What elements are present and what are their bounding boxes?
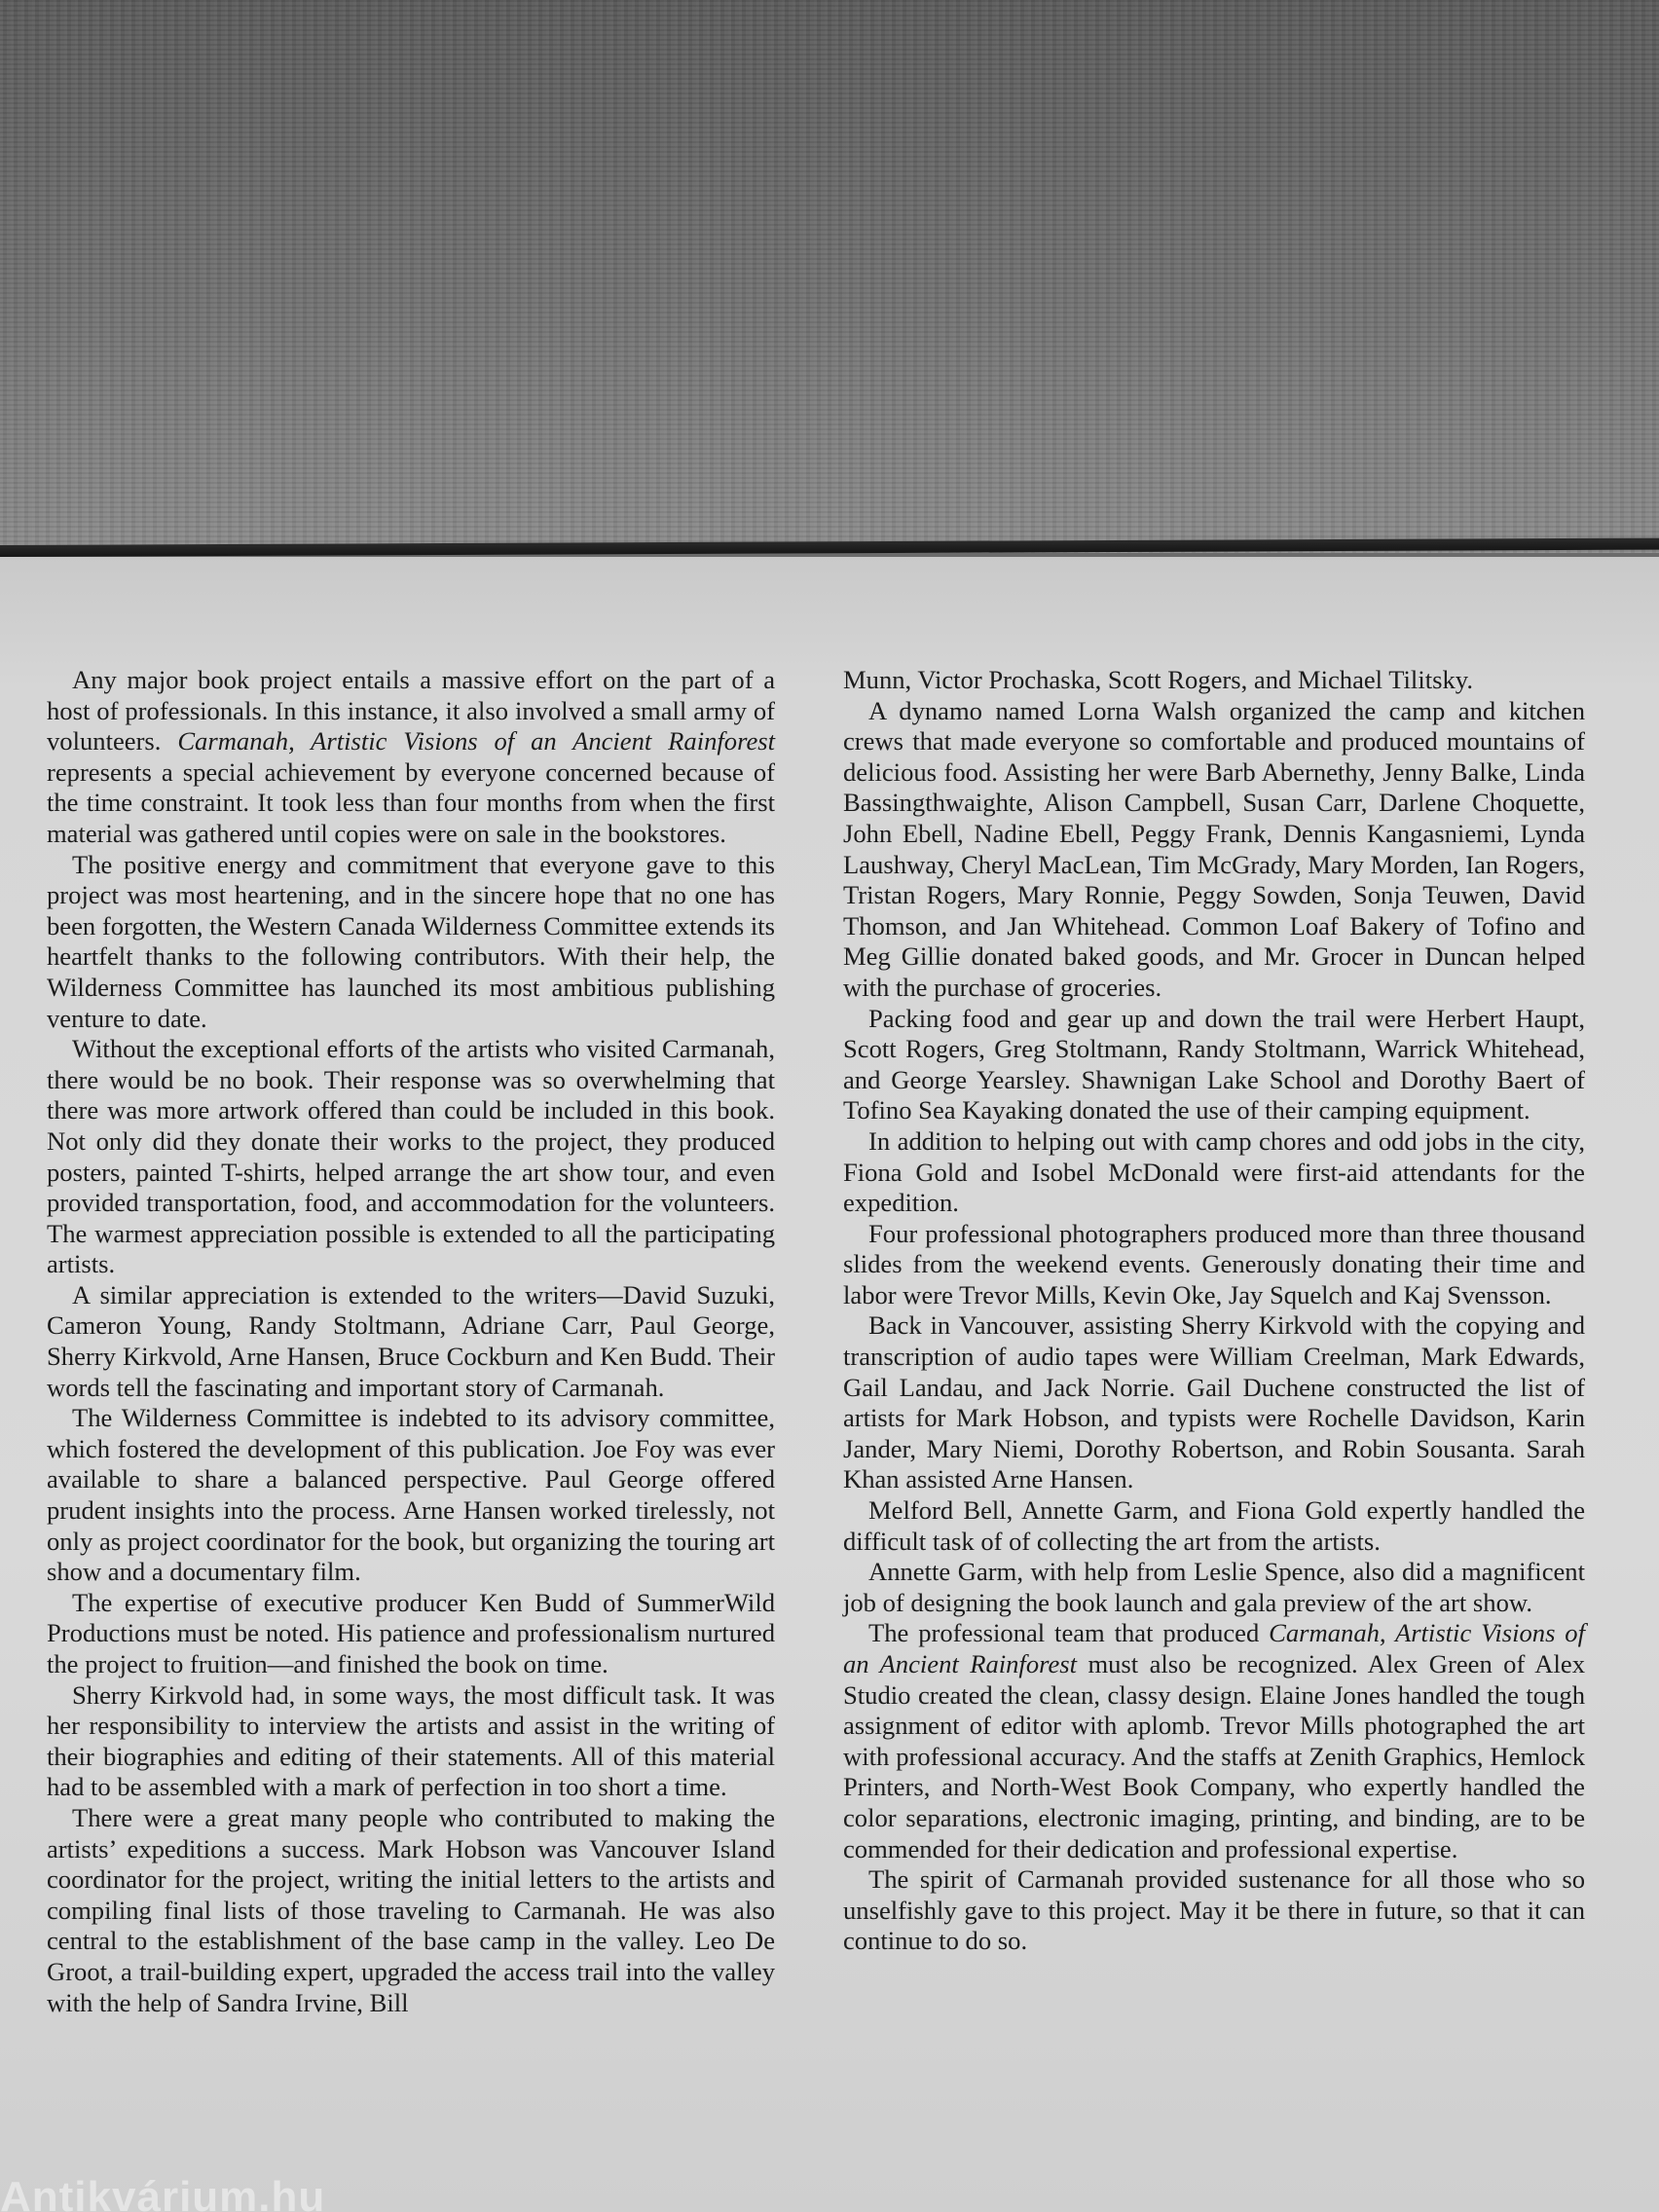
paragraph: Any major book project entails a massive effort on the part of a host of professionals. In this instance, it also involved a small army of volunteers. Carmanah, Artistic Visions of an Ancient Rainforest represents a special achievement by everyone concerned because of the time constraint. It took less than four months from when the first material was gathered until copies were on sale in the bookstores. <box>47 665 775 848</box>
watermark-text: Antikvárium.hu <box>0 2173 326 2212</box>
paragraph: Four professional photographers produced more than three thousand slides from the weekend events. Generously donating their time and labor were Trevor Mills, Kevin Oke, Jay Squelch and Kaj Svensson. <box>843 1218 1585 1309</box>
paragraph: Back in Vancouver, assisting Sherry Kirkvold with the copying and transcription of audio tapes were William Creelman, Mark Edwards, Gail Landau, and Jack Norrie. Gail Duchene constructed the list of artists for Mark Hobson, and typists were Rochelle Davidson, Karin Jander, Mary Niemi, Dorothy Robertson, and Robin Sousanta. Sarah Khan assisted Arne Hansen. <box>843 1310 1585 1494</box>
paragraph: Packing food and gear up and down the trail were Herbert Haupt, Scott Rogers, Greg Stoltmann, Randy Stoltmann, Warrick Whitehead, and George Yearsley. Shawnigan Lake School and Dorothy Baert of Tofino Sea Kayaking donated the use of their camping equipment. <box>843 1003 1585 1125</box>
paragraph: The expertise of executive producer Ken Budd of SummerWild Productions must be noted. His patience and professionalism nurtured the project to fruition—and finished the book on time. <box>47 1587 775 1678</box>
paragraph: Sherry Kirkvold had, in some ways, the most difficult task. It was her responsibility to interview the artists and assist in the writing of their biographies and editing of their statements. All of this material had to be assembled with a mark of perfection in too short a time. <box>47 1679 775 1802</box>
paragraph: In addition to helping out with camp chores and odd jobs in the city, Fiona Gold and Isobel McDonald were first-aid attendants for the expedition. <box>843 1125 1585 1218</box>
paragraph: The positive energy and commitment that everyone gave to this project was most heartening, and in the sincere hope that no one has been forgotten, the Western Canada Wilderness Committee extends its heartfelt thanks to the following contributors. With their help, the Wilderness Committee has launched its most ambitious publishing venture to date. <box>47 849 775 1033</box>
paragraph: The professional team that produced Carmanah, Artistic Visions of an Ancient Rainforest must also be recognized. Alex Green of Alex Studio created the clean, classy design. Elaine Jones handled the tough assignment of editor with aplomb. Trevor Mills photographed the art with professional accuracy. And the staffs at Zenith Graphics, Hemlock Printers, and North-West Book Company, who expertly handled the color separations, electronic imaging, printing, and binding, are to be commended for their dedication and professional expertise. <box>843 1618 1585 1863</box>
paragraph: Melford Bell, Annette Garm, and Fiona Gold expertly handled the difficult task of of collecting the art from the artists. <box>843 1495 1585 1556</box>
paragraph-continuation: Munn, Victor Prochaska, Scott Rogers, and Michael Tilitsky. <box>843 665 1473 694</box>
paragraph: A dynamo named Lorna Walsh organized the camp and kitchen crews that made everyone so comfortable and produced mountains of delicious food. Assisting her were Barb Abernethy, Jenny Balke, Linda Bassingthwaighte, Alison Campbell, Susan Carr, Darlene Choquette, John Ebell, Nadine Ebell, Peggy Frank, Dennis Kangasniemi, Lynda Laushway, Cheryl MacLean, Tim McGrady, Mary Morden, Ian Rogers, Tristan Rogers, Mary Ronnie, Peggy Sowden, Sonja Teuwen, David Thomson, and Jan Whitehead. Common Loaf Bakery of Tofino and Meg Gillie donated baked goods, and Mr. Grocer in Duncan helped with the purchase of groceries. <box>843 695 1585 1002</box>
book-title: Carmanah, Artistic Visions of an Ancient Rainforest <box>177 726 775 756</box>
right-text-column <box>843 665 1585 1957</box>
paragraph: Without the exceptional efforts of the artists who visited Carmanah, there would be no book. Their response was so overwhelming that there was more artwork offered than could be included in this book. Not only did they donate their works to the project, they produced posters, painted T-shirts, helped arrange the art show tour, and even provided transportation, food, and accommodation for the volunteers. The warmest appreciation possible is extended to all the participating artists. <box>47 1034 775 1279</box>
book-cover-background <box>0 0 1659 553</box>
paragraph: The Wilderness Committee is indebted to its advisory committee, which fostered the development of this publication. Joe Foy was ever available to share a balanced perspective. Paul George offered prudent insights into the process. Arne Hansen worked tirelessly, not only as project coordinator for the book, but organizing the touring art show and a documentary film. <box>47 1403 775 1587</box>
paragraph: The spirit of Carmanah provided sustenance for all those who so unselfishly gave to this project. May it be there in future, so that it can continue to do so. <box>843 1864 1585 1956</box>
left-text-column <box>47 665 775 2018</box>
paragraph: Annette Garm, with help from Leslie Spence, also did a magnificent job of designing the book launch and gala preview of the art show. <box>843 1557 1585 1617</box>
book-title: Carmanah, Artistic Visions of an Ancient Rainforest <box>843 1618 1585 1678</box>
paragraph: There were a great many people who contributed to making the artists’ expeditions a success. Mark Hobson was Vancouver Island coordinator for the project, writing the initial letters to the artists and compiling final lists of those traveling to Carmanah. He was also central to the establishment of the base camp in the valley. Leo De Groot, a trail-building expert, upgraded the access trail into the valley with the help of Sandra Irvine, Bill <box>47 1802 775 2017</box>
paragraph: A similar appreciation is extended to the writers—David Suzuki, Cameron Young, Randy Stoltmann, Adriane Carr, Paul George, Sherry Kirkvold, Arne Hansen, Bruce Cockburn and Ken Budd. Their words tell the fascinating and important story of Carmanah. <box>47 1279 775 1402</box>
